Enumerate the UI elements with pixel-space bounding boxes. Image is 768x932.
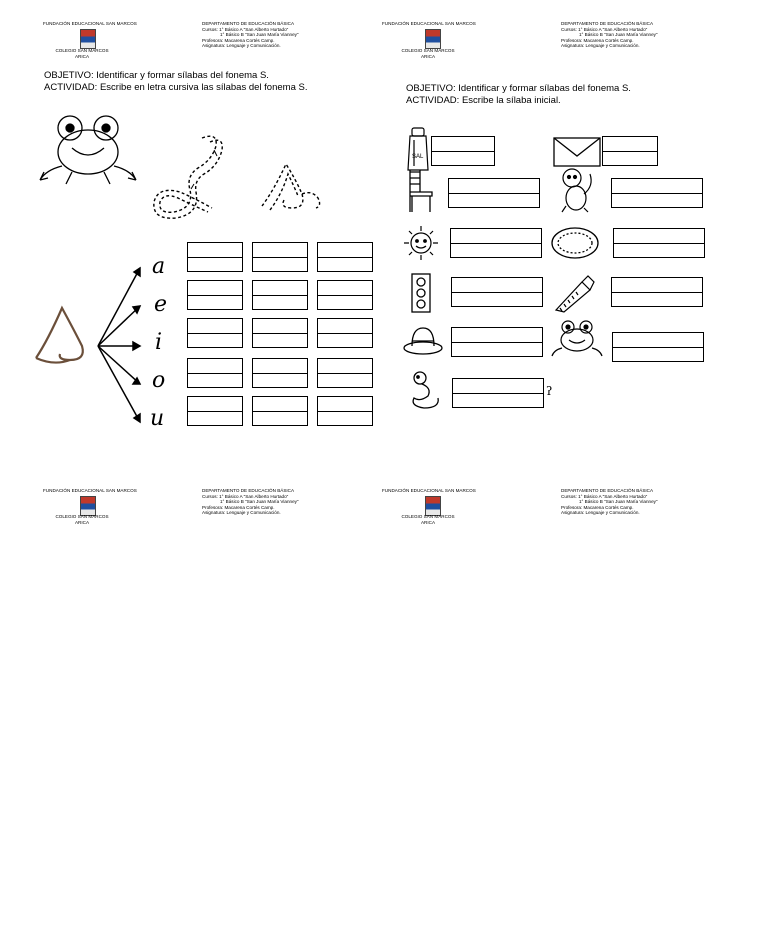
- school-name: COLEGIO SAN MARCOS ARICA: [55, 48, 109, 59]
- department-block: DEPARTAMENTO DE EDUCACIÓN BÁSICA Cursos: 1° Básico A "San Alberto Hurtado" 1° Básico B "San Juan María Vianney" Profesora: Macarena Cortés Camp. Asignatura: Lenguaje y Comunicación.: [202, 488, 299, 516]
- vowel-a: a: [152, 254, 166, 279]
- initial-syllable-box[interactable]: [431, 136, 495, 166]
- left-activity: ACTIVIDAD: Escribe en letra cursiva las sílabas del fonema S.: [44, 82, 308, 93]
- frog-icon: [550, 318, 604, 358]
- salt-label: SAL: [412, 154, 424, 160]
- right-activity: ACTIVIDAD: Escribe la sílaba inicial.: [406, 95, 561, 106]
- left-objective: OBJETIVO: Identificar y formar sílabas del fonema S.: [44, 70, 269, 81]
- syllable-box[interactable]: [317, 396, 373, 426]
- right-objective: OBJETIVO: Identificar y formar sílabas del fonema S.: [406, 83, 631, 94]
- pencil-mark: ʔ: [546, 384, 553, 398]
- school-name: COLEGIO SAN MARCOS ARICA: [401, 514, 455, 525]
- initial-syllable-box[interactable]: [613, 228, 705, 258]
- syllable-box[interactable]: [317, 242, 373, 272]
- watermelon-icon: [550, 226, 600, 260]
- initial-syllable-box[interactable]: [611, 277, 703, 307]
- initial-syllable-box[interactable]: [452, 378, 544, 408]
- syllable-box[interactable]: [317, 358, 373, 388]
- foundation-name: FUNDACIÓN EDUCACIONAL SAN MARCOS: [43, 21, 137, 26]
- school-name: COLEGIO SAN MARCOS ARICA: [55, 514, 109, 525]
- syllable-box[interactable]: [252, 280, 308, 310]
- initial-syllable-box[interactable]: [612, 332, 704, 362]
- salt-shaker-icon: [404, 126, 432, 174]
- foundation-name: FUNDACIÓN EDUCACIONAL SAN MARCOS: [382, 21, 476, 26]
- syllable-box[interactable]: [252, 318, 308, 348]
- department-block: DEPARTAMENTO DE EDUCACIÓN BÁSICA Cursos: 1° Básico A "San Alberto Hurtado" 1° Básico B "San Juan María Vianney" Profesora: Macarena Cortés Camp. Asignatura: Lenguaje y Comunicación.: [202, 21, 299, 49]
- envelope-icon: [552, 134, 602, 168]
- vowel-u: u: [150, 406, 165, 431]
- chair-icon: [404, 168, 436, 214]
- sun-icon: [402, 224, 440, 262]
- school-crest-icon: [425, 29, 441, 49]
- snake-icon: [408, 370, 442, 410]
- syllable-box[interactable]: [187, 242, 243, 272]
- monkey-icon: [556, 166, 596, 214]
- syllable-box[interactable]: [187, 318, 243, 348]
- initial-syllable-box[interactable]: [602, 136, 658, 166]
- syllable-box[interactable]: [187, 358, 243, 388]
- vowel-i: i: [155, 330, 163, 355]
- syllable-box[interactable]: [252, 242, 308, 272]
- traffic-light-icon: [408, 272, 434, 314]
- dotted-cursive-s-lowercase: [256, 150, 326, 214]
- syllable-box[interactable]: [317, 318, 373, 348]
- syllable-box[interactable]: [252, 396, 308, 426]
- initial-syllable-box[interactable]: [450, 228, 542, 258]
- foundation-name: FUNDACIÓN EDUCACIONAL SAN MARCOS: [43, 488, 137, 493]
- vowel-o: o: [152, 368, 166, 393]
- department-block: DEPARTAMENTO DE EDUCACIÓN BÁSICA Cursos: 1° Básico A "San Alberto Hurtado" 1° Básico B "San Juan María Vianney" Profesora: Macarena Cortés Camp. Asignatura: Lenguaje y Comunicación.: [561, 21, 658, 49]
- saw-icon: [552, 272, 596, 314]
- initial-syllable-box[interactable]: [451, 277, 543, 307]
- syllable-box[interactable]: [252, 358, 308, 388]
- syllable-box[interactable]: [317, 280, 373, 310]
- dotted-cursive-s-uppercase: [150, 128, 240, 220]
- frog-icon: [36, 110, 140, 186]
- foundation-name: FUNDACIÓN EDUCACIONAL SAN MARCOS: [382, 488, 476, 493]
- school-crest-icon: [80, 496, 96, 516]
- school-name: COLEGIO SAN MARCOS ARICA: [401, 48, 455, 59]
- initial-syllable-box[interactable]: [611, 178, 703, 208]
- initial-syllable-box[interactable]: [448, 178, 540, 208]
- cursive-s-letter: [30, 300, 90, 368]
- school-crest-icon: [80, 29, 96, 49]
- syllable-box[interactable]: [187, 280, 243, 310]
- hat-icon: [402, 324, 444, 356]
- vowel-e: e: [154, 292, 168, 317]
- syllable-box[interactable]: [187, 396, 243, 426]
- arrows-to-vowels: [96, 260, 146, 430]
- initial-syllable-box[interactable]: [451, 327, 543, 357]
- school-crest-icon: [425, 496, 441, 516]
- department-block: DEPARTAMENTO DE EDUCACIÓN BÁSICA Cursos: 1° Básico A "San Alberto Hurtado" 1° Básico B "San Juan María Vianney" Profesora: Macarena Cortés Camp. Asignatura: Lenguaje y Comunicación.: [561, 488, 658, 516]
